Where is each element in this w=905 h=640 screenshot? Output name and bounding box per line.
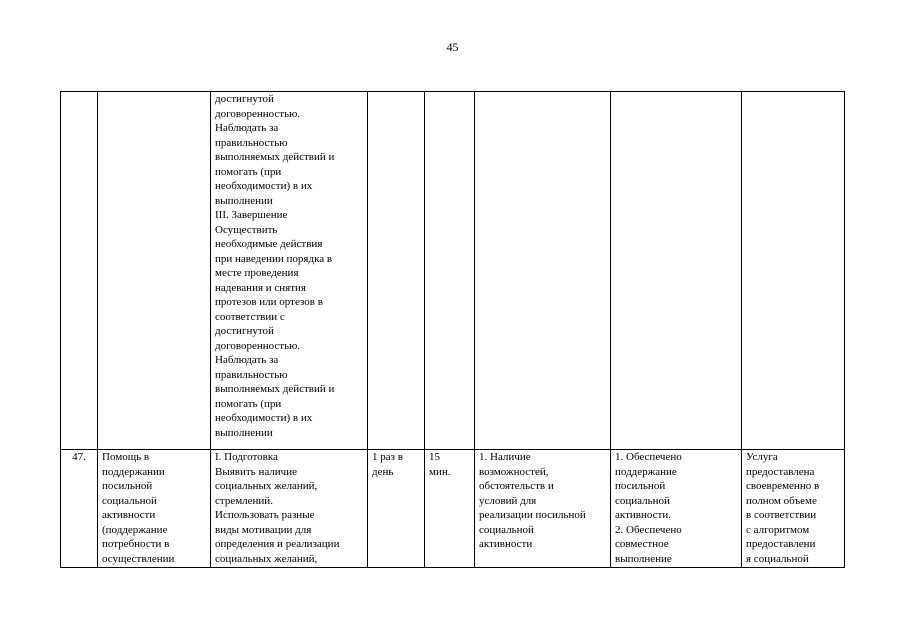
service-conditions [475,92,611,450]
service-result: 1. Обеспечено поддержание посильной социальной активности. 2. Обеспечено совместное выполнение [611,450,742,568]
service-duration [425,92,475,450]
service-quality [742,92,845,450]
service-name: Помощь в поддержании посильной социальной активности (поддержание потребности в осуществлении [98,450,211,568]
service-content: I. Подготовка Выявить наличие социальных желаний, стремлений. Использовать разные виды мотивации для определения и реализации социальных желаний, [211,450,368,568]
row-number: 47. [61,450,98,568]
service-result [611,92,742,450]
service-duration: 15 мин. [425,450,475,568]
service-conditions: 1. Наличие возможностей, обстоятельств и условий для реализации посильной социальной активности [475,450,611,568]
table-row [61,92,845,450]
service-frequency [368,92,425,450]
service-content: достигнутой договоренностью. Наблюдать за правильностью выполняемых действий и помогать (при необходимости) в их выполнении III. Завершение Осуществить необходимые действия при наведении порядка в месте проведения надевания и снятия протезов или ортезов в соответствии с достигнутой договоренностью. Наблюдать за правильностью выполняемых действий и помогать (при необходимости) в их выполнении [211,92,368,450]
service-frequency: 1 раз в день [368,450,425,568]
service-name [98,92,211,450]
table-row [61,450,845,568]
services-table [60,91,845,568]
row-number [61,92,98,450]
service-quality: Услуга предоставлена своевременно в полном объеме в соответствии с алгоритмом предоставлени я социальной [742,450,845,568]
page-number: 45 [446,40,459,54]
